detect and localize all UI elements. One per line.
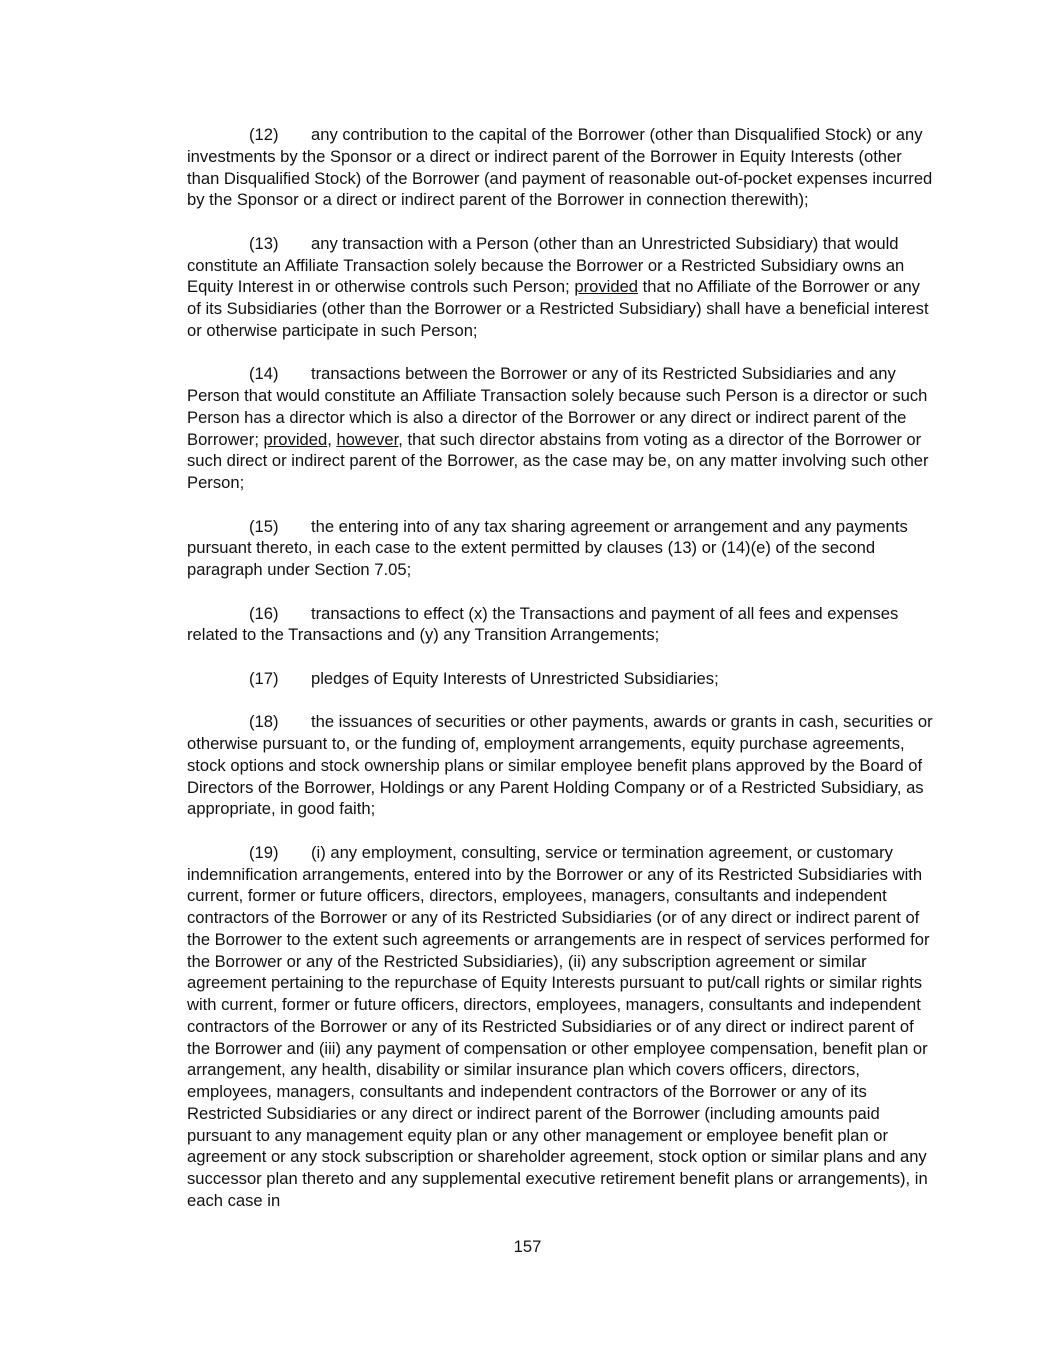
however-term: however <box>336 429 399 449</box>
clause-18 <box>187 711 933 820</box>
clause-16 <box>187 603 933 647</box>
clause-number: (14) <box>249 364 279 384</box>
clause-text: that no Affiliate of the Borrower or any of its Subsidiaries (other than the Borrower or a Restricted Subsidiary) shall have a beneficial interest or otherwise participate in such Person; <box>187 277 929 340</box>
clause-text: , that such director abstains from voting as a director of the Borrower or such direct or indirect parent of the Borrower, as the case may be, on any matter involving such other Person; <box>187 429 929 492</box>
separator: , <box>327 429 337 449</box>
clause-14 <box>187 363 933 494</box>
clause-12 <box>187 124 933 211</box>
clause-number: (18) <box>249 712 279 732</box>
clause-number: (12) <box>249 125 279 144</box>
clause-13 <box>187 233 933 342</box>
clause-15 <box>187 516 933 581</box>
provided-term: provided <box>574 277 639 297</box>
page-number: 157 <box>513 1237 542 1256</box>
clause-number: (17) <box>249 668 279 688</box>
clause-text: transactions to effect (x) the Transactions and payment of all fees and expenses related to the Transactions and (y) any Transition Arrangements; <box>187 603 899 645</box>
clause-17 <box>187 668 933 690</box>
clause-text: the entering into of any tax sharing agreement or arrangement and any payments pursuant thereto, in each case to the extent permitted by clauses (13) or (14)(e) of the second paragraph under Section 7.05; <box>187 516 908 579</box>
clause-number: (13) <box>249 233 279 253</box>
clause-text: any contribution to the capital of the Borrower (other than Disqualified Stock) or any investments by the Sponsor or a direct or indirect parent of the Borrower in Equity Interests (other than Disqualified Stock) of the Borrower (and payment of reasonable out-of-pocket expenses incurred by the Sponsor or a direct or indirect parent of the Borrower in connection therewith); <box>187 125 933 210</box>
document-body <box>187 124 933 1233</box>
clause-19 <box>187 842 933 1212</box>
clause-text: (i) any employment, consulting, service or termination agreement, or customary indemnification arrangements, entered into by the Borrower or any of its Restricted Subsidiaries with current, former or future officers, directors, employees, managers, consultants and independent contractors of the Borrower or any of its Restricted Subsidiaries (or of any direct or indirect parent of the Borrower to the extent such agreements or arrangements are in respect of services performed for the Borrower or any of the Restricted Subsidiaries), (ii) any subscription agreement or similar agreement pertaining to the repurchase of Equity Interests pursuant to put/call rights or similar rights with current, former or future officers, directors, employees, managers, consultants and independent contractors of the Borrower or any of its Restricted Subsidiaries or of any direct or indirect parent of the Borrower and (iii) any payment of compensation or other employee compensation, benefit plan or arrangement, any health, disability or similar insurance plan which covers officers, directors, employees, managers, consultants and independent contractors of the Borrower or any of its Restricted Subsidiaries or any direct or indirect parent of the Borrower (including amounts paid pursuant to any management equity plan or any other management or employee benefit plan or agreement or any stock subscription or shareholder agreement, stock option or similar plans and any successor plan thereto and any supplemental executive retirement benefit plans or arrangements), in each case in <box>187 842 930 1210</box>
clause-number: (16) <box>249 603 279 623</box>
clause-text: pledges of Equity Interests of Unrestricted Subsidiaries; <box>311 668 719 688</box>
clause-number: (15) <box>249 516 279 536</box>
clause-number: (19) <box>249 842 279 862</box>
clause-text: the issuances of securities or other payments, awards or grants in cash, securities or otherwise pursuant to, or the funding of, employment arrangements, equity purchase agreements, stock options and stock ownership plans or similar employee benefit plans approved by the Board of Directors of the Borrower, Holdings or any Parent Holding Company or of a Restricted Subsidiary, as appropriate, in good faith; <box>187 712 933 819</box>
provided-term: provided <box>263 429 328 449</box>
clause-text: any transaction with a Person (other than an Unrestricted Subsidiary) that would constitute an Affiliate Transaction solely because the Borrower or a Restricted Subsidiary owns an Equity Interest in or otherwise controls such Person; <box>187 233 905 297</box>
clause-text: transactions between the Borrower or any of its Restricted Subsidiaries and any Person that would constitute an Affiliate Transaction solely because such Person is a director or such Person has a director which is also a director of the Borrower or any direct or indirect parent of the Borrower; <box>187 364 928 449</box>
